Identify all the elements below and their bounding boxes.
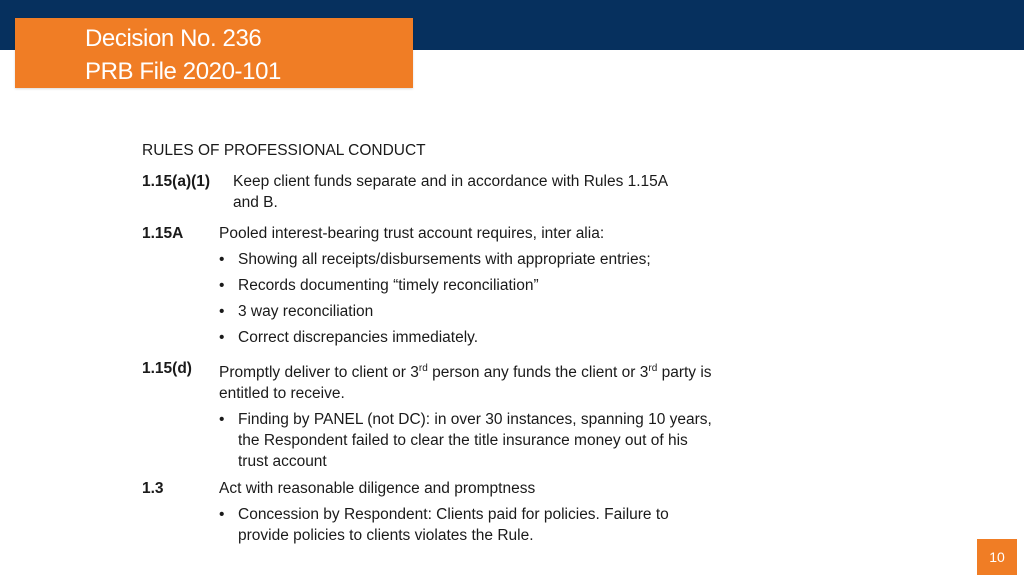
bullet-text: Concession by Respondent: Clients paid for policies. Failure to provide policies to clients violates the Rule. <box>238 506 669 544</box>
rule-code: 1.15(d) <box>142 360 192 377</box>
rule-bullet-list <box>219 249 719 348</box>
rule-code: 1.15A <box>142 225 184 242</box>
bullet-text: 3 way reconciliation <box>238 303 374 320</box>
desc-part: party is entitled to receive. <box>219 364 712 403</box>
rule-bullet-list <box>219 504 714 546</box>
list-item <box>219 249 719 270</box>
rule-description-text <box>219 358 714 404</box>
rule-description-text: Act with reasonable diligence and promptness <box>219 480 536 497</box>
bullet-icon: • <box>219 329 225 346</box>
ordinal-suffix: rd <box>648 363 658 374</box>
slide-title-line-1: Decision No. 236 <box>85 25 262 52</box>
page-number: 10 <box>989 549 1005 565</box>
rule-description <box>219 358 714 472</box>
rule-description-text: Pooled interest-bearing trust account requires, inter alia: <box>219 225 605 242</box>
rule-description-text: Keep client funds separate and in accordance with Rules 1.15A and B. <box>233 173 668 211</box>
list-item <box>219 409 714 472</box>
rule-description <box>219 223 719 348</box>
bullet-text: Records documenting “timely reconciliation” <box>238 277 539 294</box>
bullet-text: Showing all receipts/disbursements with appropriate entries; <box>238 251 651 268</box>
desc-part: Promptly deliver to client or 3 <box>219 364 419 382</box>
list-item <box>219 504 714 546</box>
desc-part: person any funds the client or 3 <box>427 364 649 382</box>
list-item <box>219 327 719 348</box>
slide-title-box <box>15 18 413 88</box>
rule-description <box>219 478 714 546</box>
bullet-icon: • <box>219 506 225 523</box>
rule-code: 1.3 <box>142 480 164 497</box>
list-item <box>219 301 719 322</box>
bullet-icon: • <box>219 277 225 294</box>
bullet-icon: • <box>219 303 225 320</box>
page-number-badge <box>977 539 1017 575</box>
slide-title-line-2: PRB File 2020-101 <box>85 58 281 85</box>
rule-bullet-list <box>219 409 714 472</box>
rule-description <box>233 171 683 213</box>
section-title: RULES OF PROFESSIONAL CONDUCT <box>142 142 426 159</box>
bullet-icon: • <box>219 251 225 268</box>
list-item <box>219 275 719 296</box>
bullet-icon: • <box>219 411 225 429</box>
bullet-text: Correct discrepancies immediately. <box>238 329 479 346</box>
bullet-text: Finding by PANEL (not DC): in over 30 instances, spanning 10 years, the Respondent failed to clear the title insurance money out of his trust account <box>238 411 712 471</box>
rule-code: 1.15(a)(1) <box>142 173 211 190</box>
ordinal-suffix: rd <box>418 363 428 374</box>
